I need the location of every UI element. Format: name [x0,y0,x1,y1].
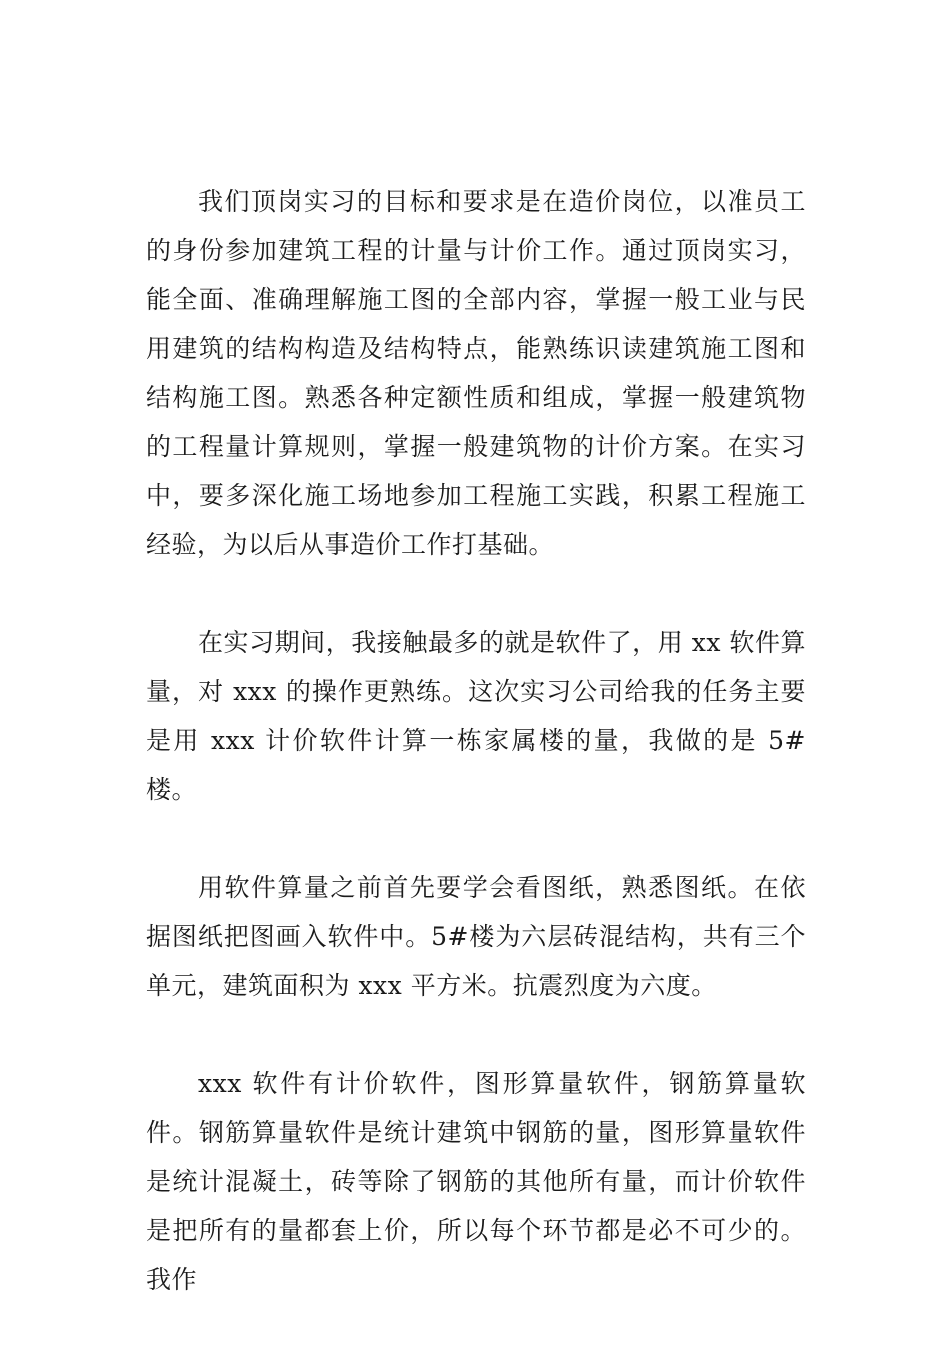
paragraph-drawing-reading: 用软件算量之前首先要学会看图纸，熟悉图纸。在依据图纸把图画入软件中。5#楼为六层砖混结构，共有三个单元，建筑面积为 xxx 平方米。抗震烈度为六度。 [146,873,806,1000]
paragraph-software-types: xxx 软件有计价软件，图形算量软件，钢筋算量软件。钢筋算量软件是统计建筑中钢筋的量，图形算量软件是统计混凝土，砖等除了钢筋的其他所有量，而计价软件是把所有的量都套上价，所以每个环节都是必不可少的。我作 [146,1069,806,1294]
paragraph-internship-goals: 我们顶岗实习的目标和要求是在造价岗位，以准员工的身份参加建筑工程的计量与计价工作。通过顶岗实习，能全面、准确理解施工图的全部内容，掌握一般工业与民用建筑的结构构造及结构特点，能熟练识读建筑施工图和结构施工图。熟悉各种定额性质和组成，掌握一般建筑物的工程量计算规则，掌握一般建筑物的计价方案。在实习中，要多深化施工场地参加工程施工实践，积累工程施工经验，为以后从事造价工作打基础。 [146,187,806,559]
document-body [146,177,806,1353]
paragraph-software-usage: 在实习期间，我接触最多的就是软件了，用 xx 软件算量，对 xxx 的操作更熟练。这次实习公司给我的任务主要是用 xxx 计价软件计算一栋家属楼的量，我做的是 5#楼。 [146,628,807,804]
